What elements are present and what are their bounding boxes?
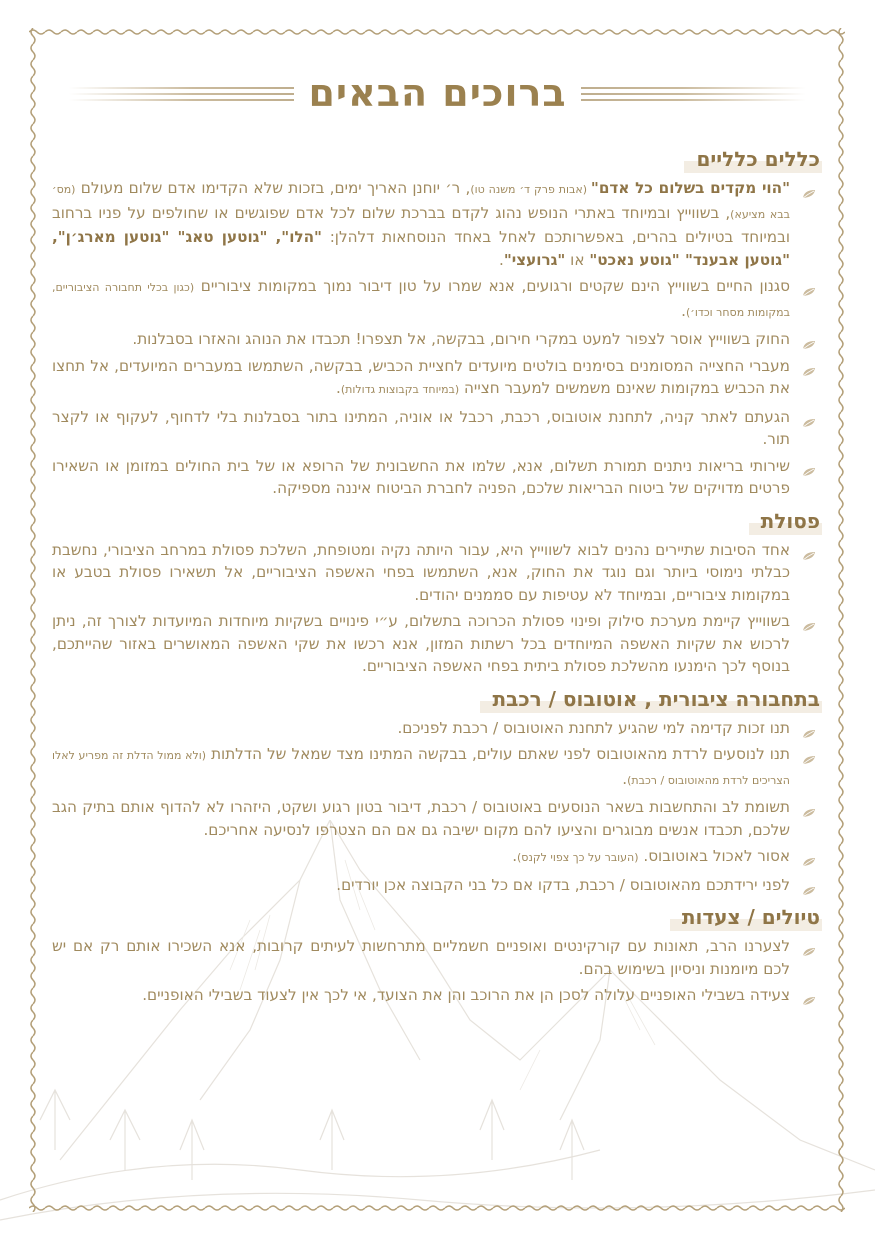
item-text: . xyxy=(512,847,518,865)
item-text: , ר׳ יוחנן האריך ימים, בזכות שלא הקדימו אדם שלום מעולם xyxy=(75,179,471,197)
source-note: (כגון בכלי תחבורה הציבוריים, במקומות מסחר וכדו׳) xyxy=(52,281,790,319)
source-note: (העובר על כך צפוי לקנס) xyxy=(517,851,639,864)
leaf-icon xyxy=(802,749,816,759)
leaf-icon xyxy=(802,334,816,344)
section xyxy=(52,146,822,500)
leaf-icon xyxy=(802,461,816,471)
rules-content xyxy=(52,146,822,1015)
list-item xyxy=(52,455,822,500)
source-note: (במיוחד בקבוצות גדולות) xyxy=(340,383,460,396)
list-item xyxy=(52,406,822,451)
section-heading: פסולת xyxy=(749,508,822,535)
list-item xyxy=(52,845,822,870)
title-decor-lines-left xyxy=(69,83,294,103)
leaf-icon xyxy=(802,545,816,555)
section xyxy=(52,508,822,678)
item-text: הגעתם לאתר קניה, לתחנת אוטובוס, רכבת, רכבל או אוניה, המתינו בתור בסבלנות בלי לדחוף, לעקוף או לקצר תור. xyxy=(52,407,790,448)
rules-list xyxy=(52,539,822,678)
section-heading: טיולים / צעדות xyxy=(670,904,822,931)
item-text: . xyxy=(336,379,341,397)
list-item xyxy=(52,935,822,980)
list-item xyxy=(52,717,822,740)
item-text: החוק בשווייץ אוסר לצפור למעט במקרי חירום, בבקשה, אל תצפרו! תכבדו את הנוהג והאזרו בסבלנות. xyxy=(132,330,790,348)
item-text: מעברי החצייה המסומנים בסימנים בולטים מיועדים לחציית הכביש, בבקשה, השתמשו במעברים המיועדים, אל תחצו את הכביש במקומות שאינם משמשים למעבר חצייה xyxy=(52,356,790,397)
rules-list xyxy=(52,717,822,897)
list-item xyxy=(52,743,822,792)
leaf-icon xyxy=(802,880,816,890)
source-note: (ולא ממול הדלת זה מפריע לאלו הצריכים לרדת מהאוטובוס / רכבת) xyxy=(52,749,790,787)
list-item xyxy=(52,355,822,402)
list-item xyxy=(52,984,822,1007)
section xyxy=(52,904,822,1007)
rules-list xyxy=(52,177,822,500)
item-text: בשווייץ קיימת מערכת סילוק ופינוי פסולת הכרוכה בתשלום, ע״י פינויים בשקיות מיוחדות המיועדות לצורך זה, ניתן לרכוש את שקיות האשפה המיוחדים בכל רשתות המזון, אנא רכשו את שקי האשפה המאושרים באזור שהייתכם, בנוסף לכך הימנעו מהשלכת פסולת ביתית בפחי האשפה הציבוריים. xyxy=(52,612,790,675)
leaf-icon xyxy=(802,802,816,812)
rules-list xyxy=(52,935,822,1007)
leaf-icon xyxy=(802,941,816,951)
list-item xyxy=(52,796,822,841)
item-text: סגנון החיים בשווייץ הינם שקטים ורגועים, אנא שמרו על טון דיבור נמוך במקומות ציבוריים xyxy=(194,277,790,295)
list-item xyxy=(52,328,822,351)
item-text: צעידה בשבילי האופניים עלולה לסכן הן את הרוכב והן את הצועד, אי לכך אין לצעוד בשבילי האופניים. xyxy=(142,986,790,1004)
leaf-icon xyxy=(802,723,816,733)
leaf-icon xyxy=(802,990,816,1000)
page-title: ברוכים הבאים xyxy=(308,71,567,115)
bold-text: "הלו", "גוטען טאג" "גוטען מארג׳ן", "גוטען אבענד" "גוטע נאכט" xyxy=(52,228,790,269)
bold-text: "הוי מקדים בשלום כל אדם" xyxy=(590,179,790,197)
source-note: (אבות פרק ד׳ משנה טו) xyxy=(470,183,591,196)
page-header xyxy=(0,68,875,118)
leaf-icon xyxy=(802,183,816,193)
item-text: . xyxy=(499,250,504,269)
list-item xyxy=(52,177,822,271)
leaf-icon xyxy=(802,616,816,626)
item-text: תנו זכות קדימה למי שהגיע לתחנת האוטובוס / רכבת לפניכם. xyxy=(397,718,790,737)
item-text: או xyxy=(565,250,590,269)
bold-text: "גרועצי" xyxy=(503,250,566,269)
item-text: . xyxy=(622,769,628,788)
list-item xyxy=(52,539,822,607)
item-text: אסור לאכול באוטובוס. xyxy=(638,847,790,865)
item-text: . xyxy=(681,301,686,320)
leaf-icon xyxy=(802,281,816,291)
list-item xyxy=(52,874,822,897)
section-heading: בתחבורה ציבורית , אוטובוס / רכבת xyxy=(480,686,822,713)
section-heading: כללים כלליים xyxy=(684,146,822,173)
item-text: לפני ירידתכם מהאוטובוס / רכבת, בדקו אם כל בני הקבוצה אכן יורדים. xyxy=(336,875,790,894)
item-text: לצערנו הרב, תאונות עם קורקינטים ואופניים חשמליים מתרחשות לעיתים קרובות, אנא השכירו אותם רק אם יש לכם מיומנות וניסיון בשימוש בהם. xyxy=(52,937,790,978)
item-text: אחד הסיבות שתיירים נהנים לבוא לשווייץ היא, עבור היותה נקיה ומטופחת, השלכת פסולת במרחב הציבורי, נחשבת כבלתי נימוסי ביותר וגם נוגד את החוק, אנא, השתמשו בפחי האשפה הציבוריים, אל תשאירו פסולת בטבע או במקומות ציבוריים, ובמיוחד לא עטיפות עם סממנים יהודים. xyxy=(52,540,790,604)
leaf-icon xyxy=(802,851,816,861)
item-text: , בשווייץ ובמיוחד באתרי הנופש נהוג לקדם בברכת שלום לכל אדם שפוגשים או שחולפים על פניו ברחוב ובמיוחד בטיולים בהרים, באפשרותכם לאחל באחד הנוסחאות דלהלן: xyxy=(52,203,790,246)
item-text: תשומת לב והתחשבות בשאר הנוסעים באוטובוס / רכבת, דיבור בטון רגוע ושקט, היזהרו לא להדוף אותם בתיק הגב שלכם, תכבדו אנשים מבוגרים והציעו להם מקום ישיבה גם אם הם הצטרפו לנסיעה אחריכם. xyxy=(52,798,790,839)
list-item xyxy=(52,610,822,678)
section xyxy=(52,686,822,897)
item-text: שירותי בריאות ניתנים תמורת תשלום, אנא, שלמו את החשבונית של הרופא או של בית החולים במזומן או השאירו פרטים מדויקים של ביטוח הבריאות שלכם, הפניה לחברת הביטוח איננה מספיקה. xyxy=(52,456,790,497)
source-note: (מס׳ בבא מציעא) xyxy=(52,183,790,221)
leaf-icon xyxy=(802,412,816,422)
list-item xyxy=(52,275,822,324)
leaf-icon xyxy=(802,361,816,371)
title-decor-lines-right xyxy=(581,83,806,103)
item-text: תנו לנוסעים לרדת מהאוטובוס לפני שאתם עולים, בבקשה המתינו מצד שמאל של הדלתות xyxy=(206,745,790,763)
